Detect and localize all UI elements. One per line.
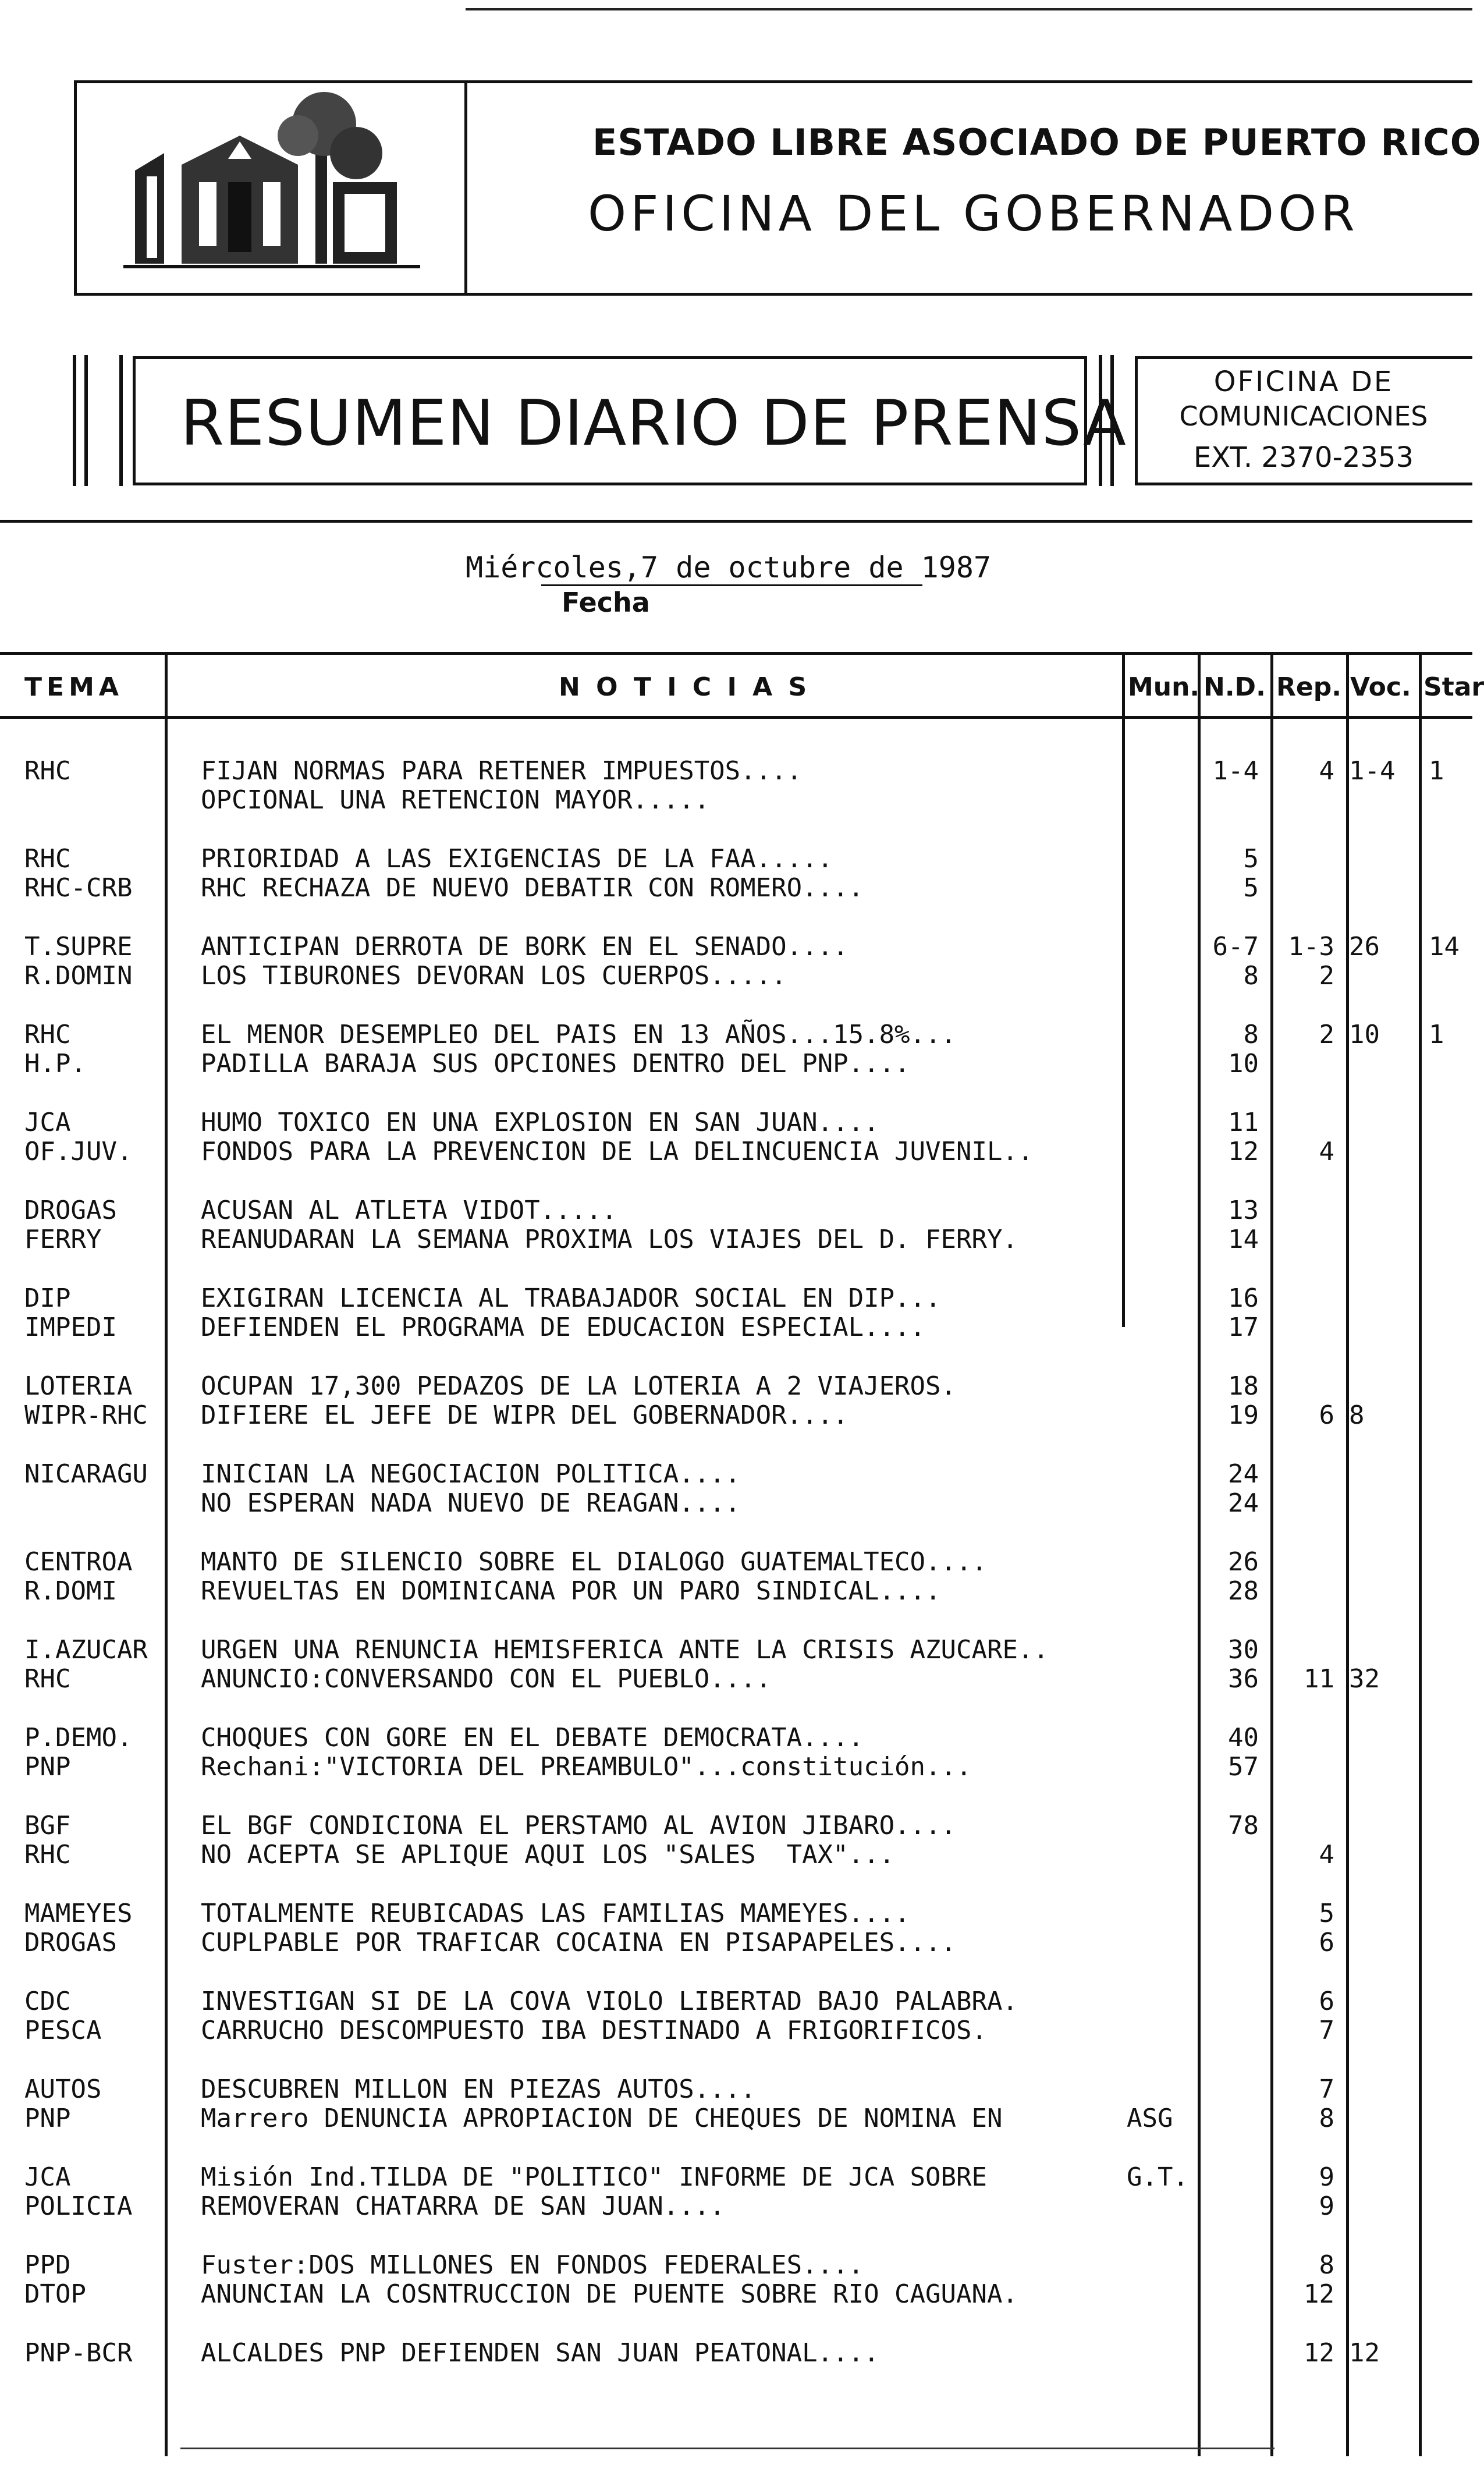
cell-nd: 5 [1243, 844, 1259, 874]
cell-tema: PNP-BCR [24, 2338, 133, 2368]
office-line-2: COMUNICACIONES [1179, 400, 1428, 432]
section-rule [0, 520, 1472, 523]
cell-noticia: Rechani:"VICTORIA DEL PREAMBULO"...constitución... [201, 1752, 972, 1782]
cell-tema: T.SUPRE [24, 932, 133, 962]
cell-noticia: REVUELTAS EN DOMINICANA POR UN PARO SINDICAL.... [201, 1576, 941, 1606]
cell-tema: CENTROA [24, 1547, 133, 1577]
cell-nd: 11 [1228, 1108, 1259, 1137]
office-extension: EXT. 2370-2353 [1193, 441, 1414, 474]
cell-noticia: INVESTIGAN SI DE LA COVA VIOLO LIBERTAD BAJO PALABRA. [201, 1987, 1018, 2016]
cell-noticia: ANUNCIAN LA COSNTRUCCION DE PUENTE SOBRE RIO CAGUANA. [201, 2279, 1018, 2309]
banner-bar [73, 355, 76, 486]
header-line-1: ESTADO LIBRE ASOCIADO DE PUERTO RICO [592, 121, 1482, 164]
header-line-2: OFICINA DEL GOBERNADOR [588, 185, 1359, 242]
cell-tema: PPD [24, 2250, 71, 2280]
cell-noticia: ACUSAN AL ATLETA VIDOT..... [201, 1196, 617, 1225]
cell-voc: 1-4 [1349, 756, 1396, 786]
cell-tema: WIPR-RHC [24, 1400, 148, 1430]
cell-nd: 24 [1228, 1488, 1259, 1518]
cell-tema: PNP [24, 2104, 71, 2133]
cell-voc: 8 [1349, 1400, 1365, 1430]
cell-tema: JCA [24, 1108, 71, 1137]
cell-tema: DIP [24, 1283, 71, 1313]
cell-noticia: RHC RECHAZA DE NUEVO DEBATIR CON ROMERO.... [201, 873, 864, 903]
banner-bar [119, 355, 123, 486]
seal-box [74, 80, 467, 296]
cell-nd: 17 [1228, 1313, 1259, 1342]
cell-tema: DROGAS [24, 1928, 117, 1957]
cell-rep: 2 [1319, 1020, 1334, 1049]
cell-tema: RHC [24, 1664, 71, 1694]
cell-noticia: TOTALMENTE REUBICADAS LAS FAMILIAS MAMEYES.... [201, 1899, 910, 1928]
cell-rep: 4 [1319, 1137, 1334, 1166]
cell-rep: 6 [1319, 1987, 1334, 2016]
cell-voc: 12 [1349, 2338, 1380, 2368]
cell-nd: 78 [1228, 1811, 1259, 1840]
cell-rep: 9 [1319, 2191, 1334, 2221]
cell-tema: CDC [24, 1987, 71, 2016]
header-tema: TEMA [24, 672, 123, 702]
governor-mansion-seal-icon [123, 101, 420, 275]
cell-noticia: CHOQUES CON GORE EN EL DEBATE DEMOCRATA.... [201, 1723, 864, 1753]
cell-nd: 8 [1243, 961, 1259, 991]
cell-noticia: NO ACEPTA SE APLIQUE AQUI LOS "SALES TAX"... [201, 1840, 895, 1870]
cell-nd: 18 [1228, 1371, 1259, 1401]
banner-title: RESUMEN DIARIO DE PRENSA [180, 387, 1127, 460]
cell-noticia: REMOVERAN CHATARRA DE SAN JUAN.... [201, 2191, 725, 2221]
cell-tema: LOTERIA [24, 1371, 133, 1401]
cell-tema: MAMEYES [24, 1899, 133, 1928]
cell-voc: 26 [1349, 932, 1380, 962]
cell-rep: 9 [1319, 2162, 1334, 2192]
cell-noticia: Misión Ind.TILDA DE "POLITICO" INFORME DE JCA SOBRE [201, 2162, 988, 2192]
cell-tema: RHC [24, 1840, 71, 1870]
cell-nd: 5 [1243, 873, 1259, 903]
cell-noticia: PADILLA BARAJA SUS OPCIONES DENTRO DEL PNP.... [201, 1049, 910, 1079]
date-underline [541, 584, 922, 586]
cell-star: 14 [1429, 932, 1460, 962]
cell-noticia: ALCALDES PNP DEFIENDEN SAN JUAN PEATONAL.... [201, 2338, 879, 2368]
cell-tema: DROGAS [24, 1196, 117, 1225]
cell-nd: 30 [1228, 1635, 1259, 1665]
cell-rep: 12 [1304, 2279, 1334, 2309]
cell-noticia: OCUPAN 17,300 PEDAZOS DE LA LOTERIA A 2 VIAJEROS. [201, 1371, 957, 1401]
header-rep: Rep. [1276, 672, 1341, 702]
cell-noticia: FIJAN NORMAS PARA RETENER IMPUESTOS.... [201, 756, 803, 786]
header-voc: Voc. [1350, 672, 1411, 702]
cell-nd: 6-7 [1212, 932, 1259, 962]
date-label: Fecha [562, 587, 650, 618]
cell-nd: 19 [1228, 1400, 1259, 1430]
cell-nd: 12 [1228, 1137, 1259, 1166]
cell-voc: 10 [1349, 1020, 1380, 1049]
cell-mun: G.T. [1127, 2162, 1188, 2192]
cell-noticia: Marrero DENUNCIA APROPIACION DE CHEQUES DE NOMINA EN [201, 2104, 1003, 2133]
column-divider [1419, 652, 1422, 2456]
cell-nd: 24 [1228, 1459, 1259, 1489]
cell-tema: FERRY [24, 1225, 102, 1254]
cell-noticia: FONDOS PARA LA PREVENCION DE LA DELINCUENCIA JUVENIL.. [201, 1137, 1034, 1166]
cell-noticia: Fuster:DOS MILLONES EN FONDOS FEDERALES.... [201, 2250, 864, 2280]
cell-tema: RHC [24, 844, 71, 874]
cell-noticia: URGEN UNA RENUNCIA HEMISFERICA ANTE LA CRISIS AZUCARE.. [201, 1635, 1049, 1665]
cell-noticia: EL MENOR DESEMPLEO DEL PAIS EN 13 AÑOS...15.8%... [201, 1020, 957, 1049]
column-divider [1346, 652, 1349, 2456]
office-line-1: OFICINA DE [1213, 366, 1394, 398]
cell-noticia: DIFIERE EL JEFE DE WIPR DEL GOBERNADOR.... [201, 1400, 848, 1430]
cell-star: 1 [1429, 1020, 1444, 1049]
cell-nd: 16 [1228, 1283, 1259, 1313]
cell-nd: 57 [1228, 1752, 1259, 1782]
cell-rep: 7 [1319, 2016, 1334, 2045]
cell-tema: PESCA [24, 2016, 102, 2045]
cell-tema: RHC [24, 1020, 71, 1049]
cell-nd: 13 [1228, 1196, 1259, 1225]
cell-nd: 8 [1243, 1020, 1259, 1049]
cell-tema: POLICIA [24, 2191, 133, 2221]
bottom-rule [180, 2448, 1274, 2449]
cell-noticia: CARRUCHO DESCOMPUESTO IBA DESTINADO A FRIGORIFICOS. [201, 2016, 988, 2045]
cell-noticia: OPCIONAL UNA RETENCION MAYOR..... [201, 785, 710, 815]
cell-noticia: ANTICIPAN DERROTA DE BORK EN EL SENADO.... [201, 932, 848, 962]
cell-rep: 4 [1319, 1840, 1334, 1870]
table-top-rule [0, 652, 1472, 655]
column-divider [165, 652, 168, 2456]
cell-nd: 26 [1228, 1547, 1259, 1577]
cell-noticia: DEFIENDEN EL PROGRAMA DE EDUCACION ESPECIAL.... [201, 1313, 926, 1342]
cell-tema: DTOP [24, 2279, 86, 2309]
banner-bar [84, 355, 88, 486]
cell-nd: 28 [1228, 1576, 1259, 1606]
cell-noticia: CUPLPABLE POR TRAFICAR COCAINA EN PISAPAPELES.... [201, 1928, 957, 1957]
cell-tema: R.DOMI [24, 1576, 117, 1606]
cell-tema: AUTOS [24, 2074, 102, 2104]
cell-tema: R.DOMIN [24, 961, 133, 991]
cell-tema: RHC-CRB [24, 873, 133, 903]
cell-nd: 14 [1228, 1225, 1259, 1254]
cell-rep: 12 [1304, 2338, 1334, 2368]
top-rule [466, 8, 1472, 10]
cell-rep: 8 [1319, 2104, 1334, 2133]
cell-tema: NICARAGU [24, 1459, 148, 1489]
cell-noticia: ANUNCIO:CONVERSANDO CON EL PUEBLO.... [201, 1664, 772, 1694]
cell-noticia: EXIGIRAN LICENCIA AL TRABAJADOR SOCIAL EN DIP... [201, 1283, 941, 1313]
cell-noticia: HUMO TOXICO EN UNA EXPLOSION EN SAN JUAN.... [201, 1108, 879, 1137]
cell-nd: 10 [1228, 1049, 1259, 1079]
cell-nd: 1-4 [1212, 756, 1259, 786]
cell-rep: 8 [1319, 2250, 1334, 2280]
cell-tema: PNP [24, 1752, 71, 1782]
header-nd: N.D. [1203, 672, 1266, 702]
cell-rep: 6 [1319, 1928, 1334, 1957]
cell-noticia: REANUDARAN LA SEMANA PROXIMA LOS VIAJES DEL D. FERRY. [201, 1225, 1018, 1254]
cell-rep: 2 [1319, 961, 1334, 991]
cell-noticia: MANTO DE SILENCIO SOBRE EL DIALOGO GUATEMALTECO.... [201, 1547, 988, 1577]
header-star: Star [1423, 672, 1484, 702]
cell-tema: OF.JUV. [24, 1137, 133, 1166]
cell-tema: RHC [24, 756, 71, 786]
cell-tema: I.AZUCAR [24, 1635, 148, 1665]
cell-star: 1 [1429, 756, 1444, 786]
cell-rep: 5 [1319, 1899, 1334, 1928]
cell-noticia: NO ESPERAN NADA NUEVO DE REAGAN.... [201, 1488, 741, 1518]
cell-rep: 6 [1319, 1400, 1334, 1430]
cell-rep: 1-3 [1288, 932, 1334, 962]
cell-mun: ASG [1127, 2104, 1173, 2133]
cell-tema: JCA [24, 2162, 71, 2192]
cell-tema: H.P. [24, 1049, 86, 1079]
date-text: Miércoles,7 de octubre de 1987 [466, 551, 992, 584]
header-mun: Mun. [1128, 672, 1200, 702]
cell-nd: 40 [1228, 1723, 1259, 1753]
cell-voc: 32 [1349, 1664, 1380, 1694]
table-header-rule [0, 716, 1472, 719]
cell-rep: 7 [1319, 2074, 1334, 2104]
cell-rep: 11 [1304, 1664, 1334, 1694]
cell-noticia: LOS TIBURONES DEVORAN LOS CUERPOS..... [201, 961, 787, 991]
cell-tema: BGF [24, 1811, 71, 1840]
cell-tema: IMPEDI [24, 1313, 117, 1342]
cell-nd: 36 [1228, 1664, 1259, 1694]
cell-noticia: INICIAN LA NEGOCIACION POLITICA.... [201, 1459, 741, 1489]
cell-rep: 4 [1319, 756, 1334, 786]
cell-noticia: DESCUBREN MILLON EN PIEZAS AUTOS.... [201, 2074, 756, 2104]
cell-noticia: PRIORIDAD A LAS EXIGENCIAS DE LA FAA..... [201, 844, 833, 874]
cell-tema: P.DEMO. [24, 1723, 133, 1753]
cell-noticia: EL BGF CONDICIONA EL PERSTAMO AL AVION JIBARO.... [201, 1811, 957, 1840]
header-noticias: N O T I C I A S [559, 672, 811, 702]
